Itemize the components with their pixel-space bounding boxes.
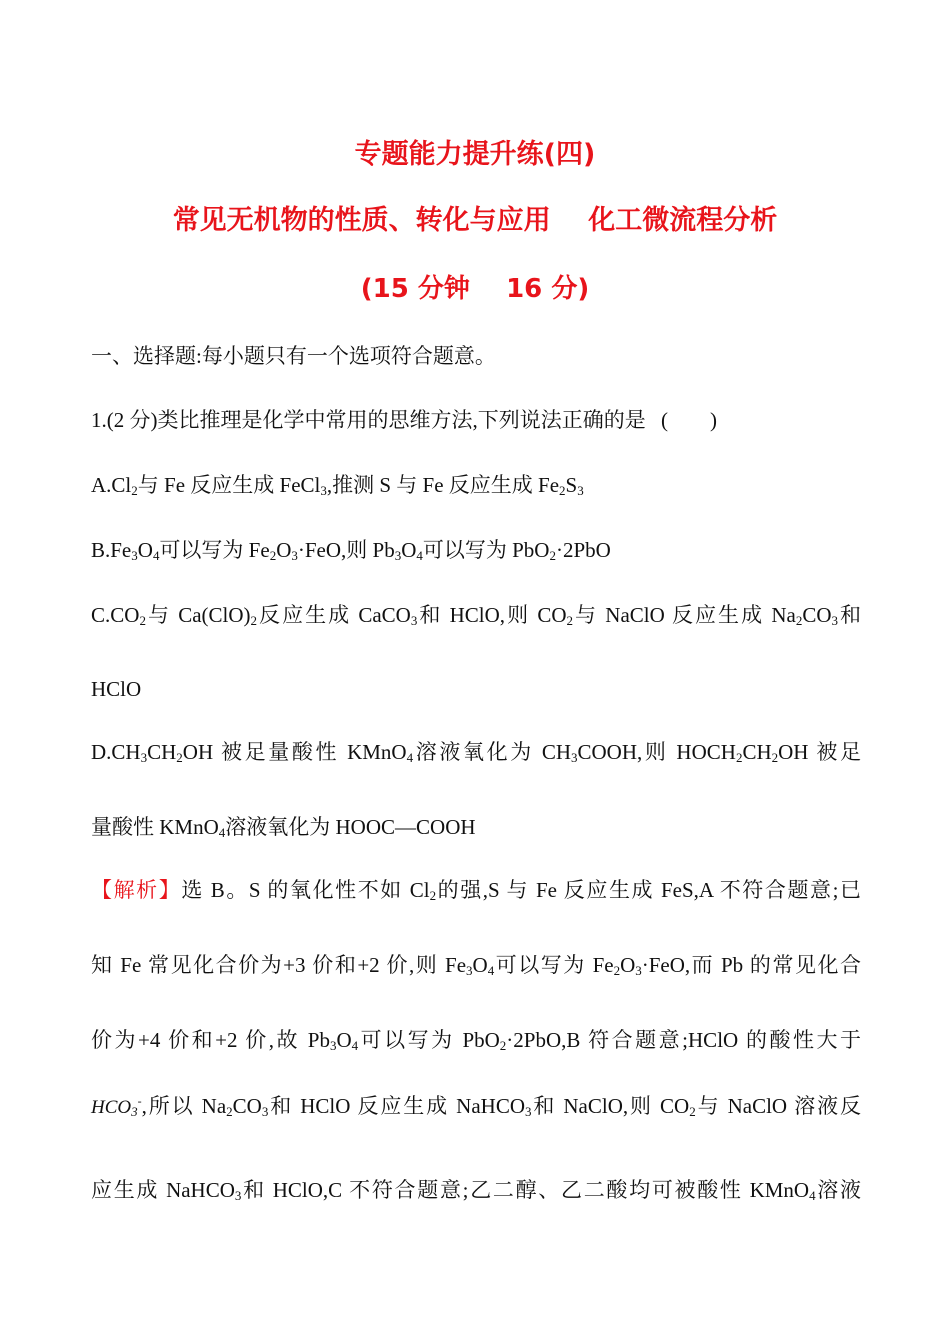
analysis-line-1: 【解析】选 B。S 的氧化性不如 $Cl_2$的强,S 与 Fe 反应生成 FeS,A 不符合题意;已	[91, 878, 862, 903]
option-c-continued: HClO	[91, 677, 142, 701]
analysis-line-2: 知 Fe 常见化合价为+3 价和+2 价,则 $Fe_3O_4$可以写为 $Fe_2O_3\cdot FeO$,而 Pb 的常见化合	[91, 953, 861, 978]
option-a: $A.Cl_2$与 Fe 反应生成 FeCl$_3$,推测 S 与 Fe 反应生成 $Fe_2S_3$	[91, 473, 584, 498]
analysis-line-4: $HCO_3^-$,所以 $Na_2CO_3$和 HClO 反应生成 NaHCO$_3$和 NaClO,则 $CO_2$与 NaClO 溶液反	[91, 1094, 861, 1119]
page-subtitle: 常见无机物的性质、转化与应用 化工微流程分析	[172, 205, 778, 236]
page-title: 专题能力提升练(四)	[354, 139, 596, 170]
analysis-tag: 【解析】	[91, 878, 182, 902]
time-and-score: (15 分钟 16 分)	[360, 274, 590, 304]
question-1-stem: 1.(2 分)类比推理是化学中常用的思维方法,下列说法正确的是 ( )	[91, 408, 717, 432]
analysis-line-3: 价为+4 价和+2 价,故 $Pb_3O_4$可以写为 PbO$_2$·2PbO,B 符合题意;HClO 的酸性大于	[91, 1028, 861, 1053]
option-d-continued: 量酸性 KMnO$_4$溶液氧化为 HOOC—COOH	[91, 815, 476, 840]
option-d: $D.CH_3CH_2OH$ 被足量酸性 KMnO$_4$溶液氧化为 $CH_3COOH$,则 $HOCH_2CH_2OH$ 被足	[91, 740, 861, 765]
analysis-line-5: 应生成 NaHCO$_3$和 HClO,C 不符合题意;乙二醇、乙二酸均可被酸性 KMnO$_4$溶液	[91, 1178, 862, 1203]
option-b: $B.Fe_3O_4$可以写为 $Fe_2O_3\cdot FeO$,则 $Pb_3O_4$可以写为 PbO$_2$·2PbO	[91, 538, 611, 563]
section-heading: 一、选择题:每小题只有一个选项符合题意。	[91, 344, 496, 368]
bicarbonate-ion: $HCO_3^-$	[91, 1094, 142, 1119]
option-c: $C.CO_2$与 $Ca(ClO)_2$反应生成 CaCO$_3$和 HClO,则 $CO_2$与 NaClO 反应生成 $Na_2CO_3$和	[91, 603, 862, 628]
answer-blank: ( )	[660, 408, 717, 432]
